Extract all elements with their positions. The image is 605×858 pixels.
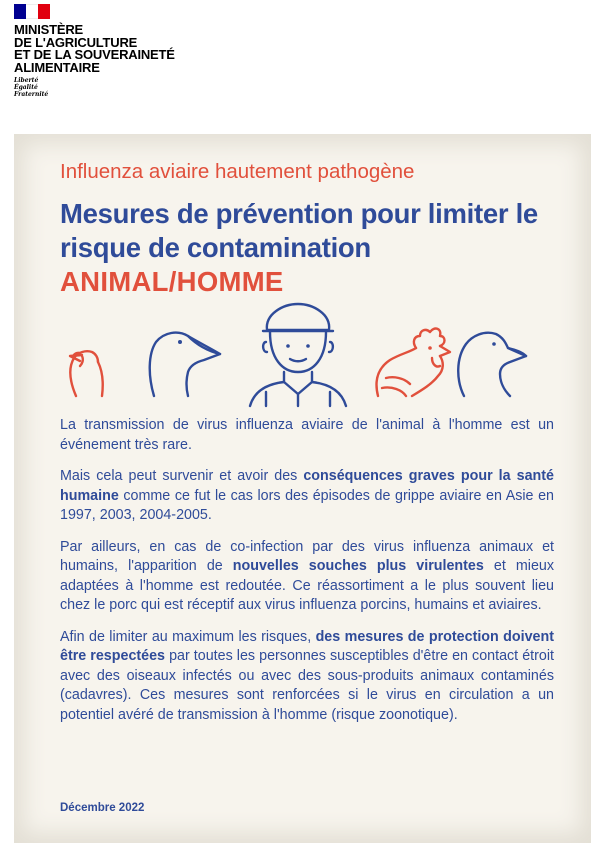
- paragraph-text: Mais cela peut survenir et avoir des: [60, 468, 304, 484]
- body-text: [60, 416, 554, 737]
- header: [14, 4, 175, 98]
- paragraph-text: Afin de limiter au maximum les risques,: [60, 628, 316, 645]
- duck-icon: [458, 333, 526, 396]
- ministry-name: MINISTÈRE DE L'AGRICULTURE ET DE LA SOUVERAINETÉ ALIMENTAIRE: [14, 22, 175, 75]
- kicker-heading: Influenza aviaire hautement pathogène: [60, 160, 415, 183]
- paragraph-text: et mieux adaptées à l'homme est redoutée. Ce réassortiment a le plus souvent lieu chez le porc qui est réceptif aux virus influenza porcins, humains et aviaires.: [60, 558, 554, 613]
- body-paragraph: [60, 628, 554, 726]
- page-title-accent: ANIMAL/HOMME: [60, 266, 284, 297]
- turkey-icon: [70, 351, 103, 396]
- body-paragraph: [60, 538, 554, 616]
- goose-icon: [150, 333, 220, 396]
- illustration: [60, 300, 540, 410]
- publication-date: Décembre 2022: [60, 802, 145, 814]
- body-paragraph: [60, 416, 554, 455]
- body-paragraph: [60, 467, 554, 526]
- emphasis-text: des mesures de protection doivent être respectées: [60, 628, 554, 664]
- paragraph-text: La transmission de virus influenza aviaire de l'animal à l'homme est un événement très rare.: [60, 417, 554, 453]
- rooster-icon: [377, 329, 451, 396]
- page-title: Mesures de prévention pour limiter le risque de contamination: [60, 198, 538, 263]
- emphasis-text: conséquences graves pour la santé humaine: [60, 468, 554, 504]
- french-flag-icon: [14, 4, 50, 19]
- farmer-icon: [250, 304, 346, 406]
- paragraph-text: par toutes les personnes susceptibles d'être en contact étroit avec des oiseaux infectés ou avec des sous-produits animaux contaminés (cadavres). Ces mesures sont renforcées si le virus en circulation a un potentiel avéré de transmission à l'homme (risque zoonotique).: [60, 648, 554, 723]
- emphasis-text: nouvelles souches plus virulentes: [232, 558, 484, 574]
- republic-motto: Liberté Égalité Fraternité: [14, 77, 49, 98]
- paragraph-text: comme ce fut le cas lors des épisodes de grippe aviaire en Asie en 1997, 2003, 2004-2005.: [60, 487, 554, 523]
- paragraph-text: Par ailleurs, en cas de co-infection par des virus influenza animaux et humains, l'apparition de: [60, 538, 554, 574]
